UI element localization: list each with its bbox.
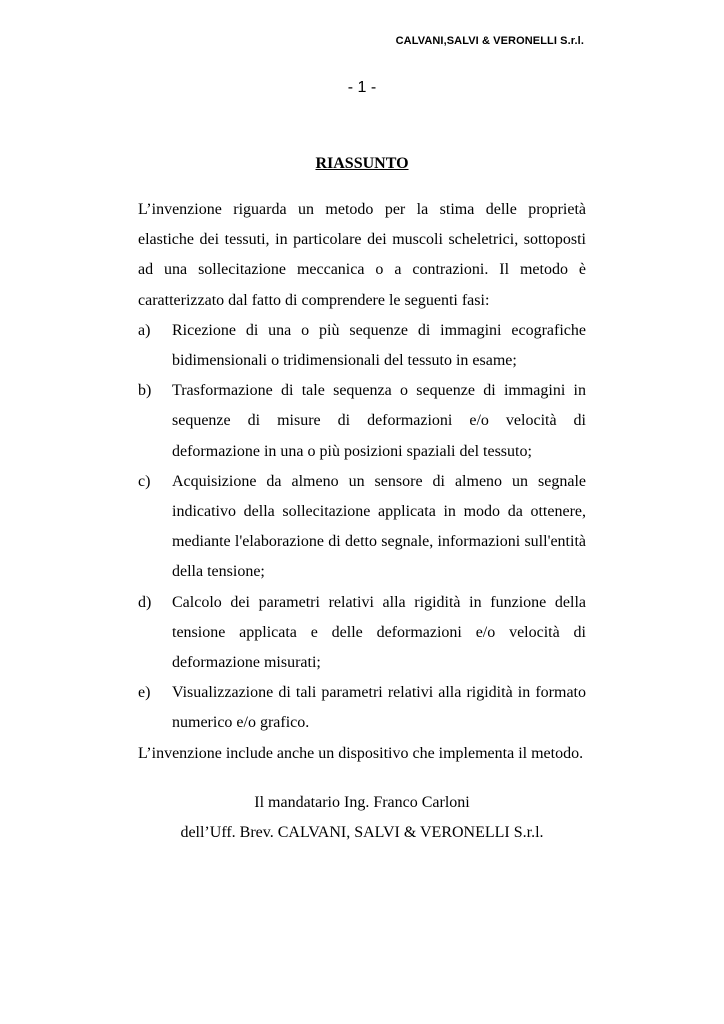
document-title: RIASSUNTO bbox=[315, 155, 409, 172]
list-item-marker: a) bbox=[138, 321, 151, 339]
signature-line-office: dell’Uff. Brev. CALVANI, SALVI & VERONELLI S.r.l. bbox=[180, 824, 544, 841]
closing-paragraph: L’invenzione include anche un dispositivo che implementa il metodo. bbox=[138, 744, 584, 762]
signature-block bbox=[0, 788, 724, 848]
page-number: - 1 - bbox=[347, 79, 377, 96]
signature-line-attorney: Il mandatario Ing. Franco Carloni bbox=[254, 794, 470, 811]
header-company-name: CALVANI,SALVI & VERONELLI S.r.l. bbox=[395, 35, 584, 47]
list-item bbox=[138, 316, 586, 376]
list-item-text: Trasformazione di tale sequenza o sequenze di immagini in sequenze di misure di deformazioni e/o velocità di deformazione in una o più posizioni spaziali del tessuto; bbox=[172, 382, 586, 460]
list-item-marker: d) bbox=[138, 593, 152, 611]
list-item bbox=[138, 467, 586, 588]
list-item bbox=[138, 678, 586, 738]
list-item-text: Calcolo dei parametri relativi alla rigidità in funzione della tensione applicata e delle deformazioni e/o velocità di deformazione misurati; bbox=[172, 593, 586, 672]
list-item-text: Visualizzazione di tali parametri relativi alla rigidità in formato numerico e/o grafico. bbox=[172, 684, 586, 732]
list-item bbox=[138, 376, 586, 467]
document-body bbox=[138, 195, 586, 769]
intro-paragraph: L’invenzione riguarda un metodo per la stima delle proprietà elastiche dei tessuti, in particolare dei muscoli scheletrici, sottoposti ad una sollecitazione meccanica o a contrazioni. Il metodo è caratterizzato dal fatto di comprendere le seguenti fasi: bbox=[138, 201, 586, 309]
steps-list bbox=[138, 316, 586, 739]
list-item-marker: e) bbox=[138, 684, 151, 702]
list-item-text: Acquisizione da almeno un sensore di almeno un segnale indicativo della sollecitazione applicata in modo da ottenere, mediante l'elaborazione di detto segnale, informazioni sull'entità della tensione; bbox=[172, 472, 586, 581]
list-item-marker: c) bbox=[138, 472, 151, 490]
list-item bbox=[138, 588, 586, 679]
list-item-marker: b) bbox=[138, 382, 152, 400]
list-item-text: Ricezione di una o più sequenze di immagini ecografiche bidimensionali o tridimensionali del tessuto in esame; bbox=[172, 321, 586, 370]
